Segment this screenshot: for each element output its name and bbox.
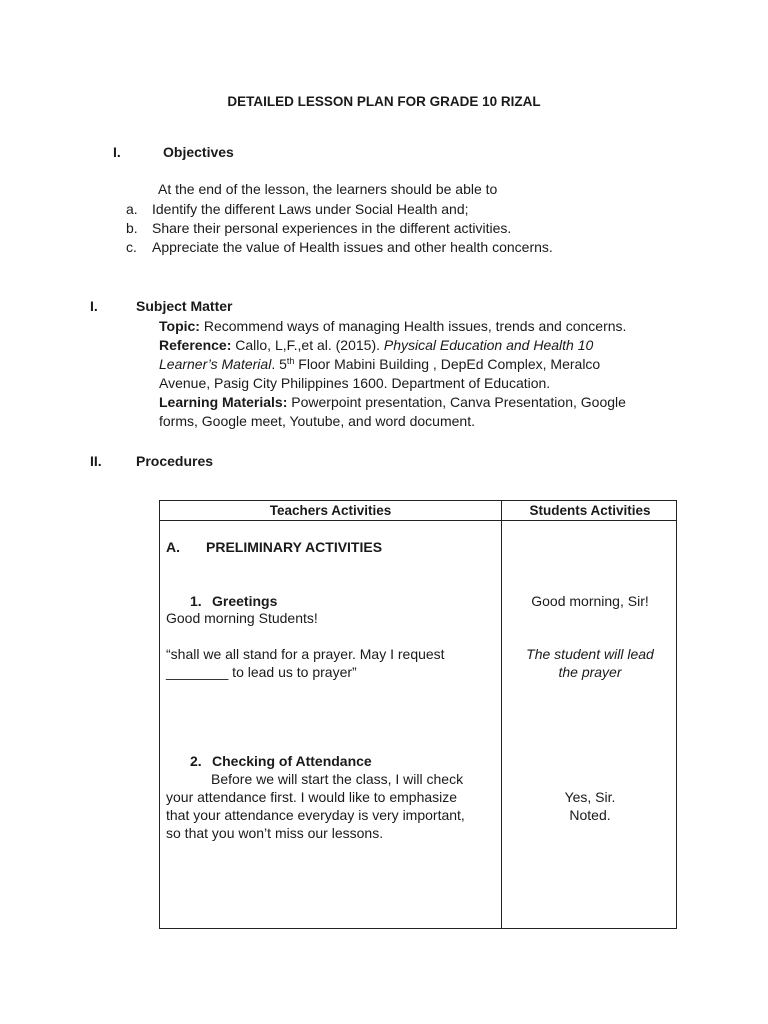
objective-item-a: Identify the different Laws under Social Health and; <box>152 201 469 217</box>
materials-line-2: forms, Google meet, Youtube, and word document. <box>159 413 475 429</box>
attendance-line-1: Before we will start the class, I will check <box>211 771 464 787</box>
objective-letter-a: a. <box>126 201 138 217</box>
objective-item-c: Appreciate the value of Health issues and other health concerns. <box>152 239 553 255</box>
teacher-activities-header: Teachers Activities <box>269 503 392 518</box>
reference-line-2 <box>159 355 600 374</box>
attendance-heading: Checking of Attendance <box>212 753 372 769</box>
objective-letter-b: b. <box>126 220 138 236</box>
greetings-heading: Greetings <box>212 593 278 609</box>
student-prayer-line-2: the prayer <box>558 664 622 680</box>
attendance-line-2: your attendance first. I would like to emphasize <box>166 789 458 805</box>
greetings-number: 1. <box>190 593 202 609</box>
materials-line-1 <box>159 393 626 412</box>
subject-matter-numeral: I. <box>90 298 98 314</box>
objectives-heading: Objectives <box>163 144 234 160</box>
prayer-line-1: “shall we all stand for a prayer. May I request <box>166 646 445 662</box>
reference-line-1 <box>159 336 593 355</box>
topic-label: Topic: <box>159 318 200 334</box>
reference-book-title-2: Learner’s Material <box>159 356 272 372</box>
greetings-teacher-line: Good morning Students! <box>166 610 318 626</box>
subject-matter-heading: Subject Matter <box>136 298 233 314</box>
procedures-heading: Procedures <box>136 453 214 469</box>
student-activities-header: Students Activities <box>529 503 651 518</box>
topic-text: Recommend ways of managing Health issues, trends and concerns. <box>199 318 627 334</box>
attendance-student-line-2: Noted. <box>569 807 611 823</box>
objectives-intro: At the end of the lesson, the learners should be able to <box>158 181 498 197</box>
reference-text-3: Floor Mabini Building , DepEd Complex, Meralco <box>294 356 601 372</box>
attendance-student-line-1: Yes, Sir. <box>564 789 616 805</box>
page-title: DETAILED LESSON PLAN FOR GRADE 10 RIZAL <box>227 94 541 109</box>
reference-text-1: Callo, L,F.,et al. (2015). <box>231 337 384 353</box>
procedures-table <box>159 500 677 929</box>
attendance-line-3: that your attendance everyday is very important, <box>166 807 465 823</box>
topic-line <box>159 317 626 336</box>
attendance-number: 2. <box>190 753 202 769</box>
reference-line-3: Avenue, Pasig City Philippines 1600. Department of Education. <box>159 375 551 391</box>
objectives-numeral: I. <box>113 144 121 160</box>
greetings-student-line: Good morning, Sir! <box>531 593 649 609</box>
prayer-line-2: ________ to lead us to prayer” <box>166 664 357 680</box>
materials-label: Learning Materials: <box>159 394 288 410</box>
student-prayer-line-1: The student will lead <box>526 646 654 662</box>
objective-item-b: Share their personal experiences in the different activities. <box>152 220 512 236</box>
reference-label: Reference: <box>159 337 232 353</box>
objective-letter-c: c. <box>126 239 137 255</box>
reference-book-title-1: Physical Education and Health 10 <box>383 337 594 353</box>
attendance-line-4: so that you won’t miss our lessons. <box>166 825 384 841</box>
section-letter: A. <box>166 539 180 555</box>
reference-sup: th <box>286 356 295 366</box>
table-column-divider <box>501 501 502 928</box>
table-header-divider <box>160 520 676 521</box>
procedures-numeral: II. <box>90 453 102 469</box>
section-title: PRELIMINARY ACTIVITIES <box>206 539 383 555</box>
reference-text-2: . 5 <box>271 356 287 372</box>
materials-text-1: Powerpoint presentation, Canva Presentation, Google <box>287 394 626 410</box>
